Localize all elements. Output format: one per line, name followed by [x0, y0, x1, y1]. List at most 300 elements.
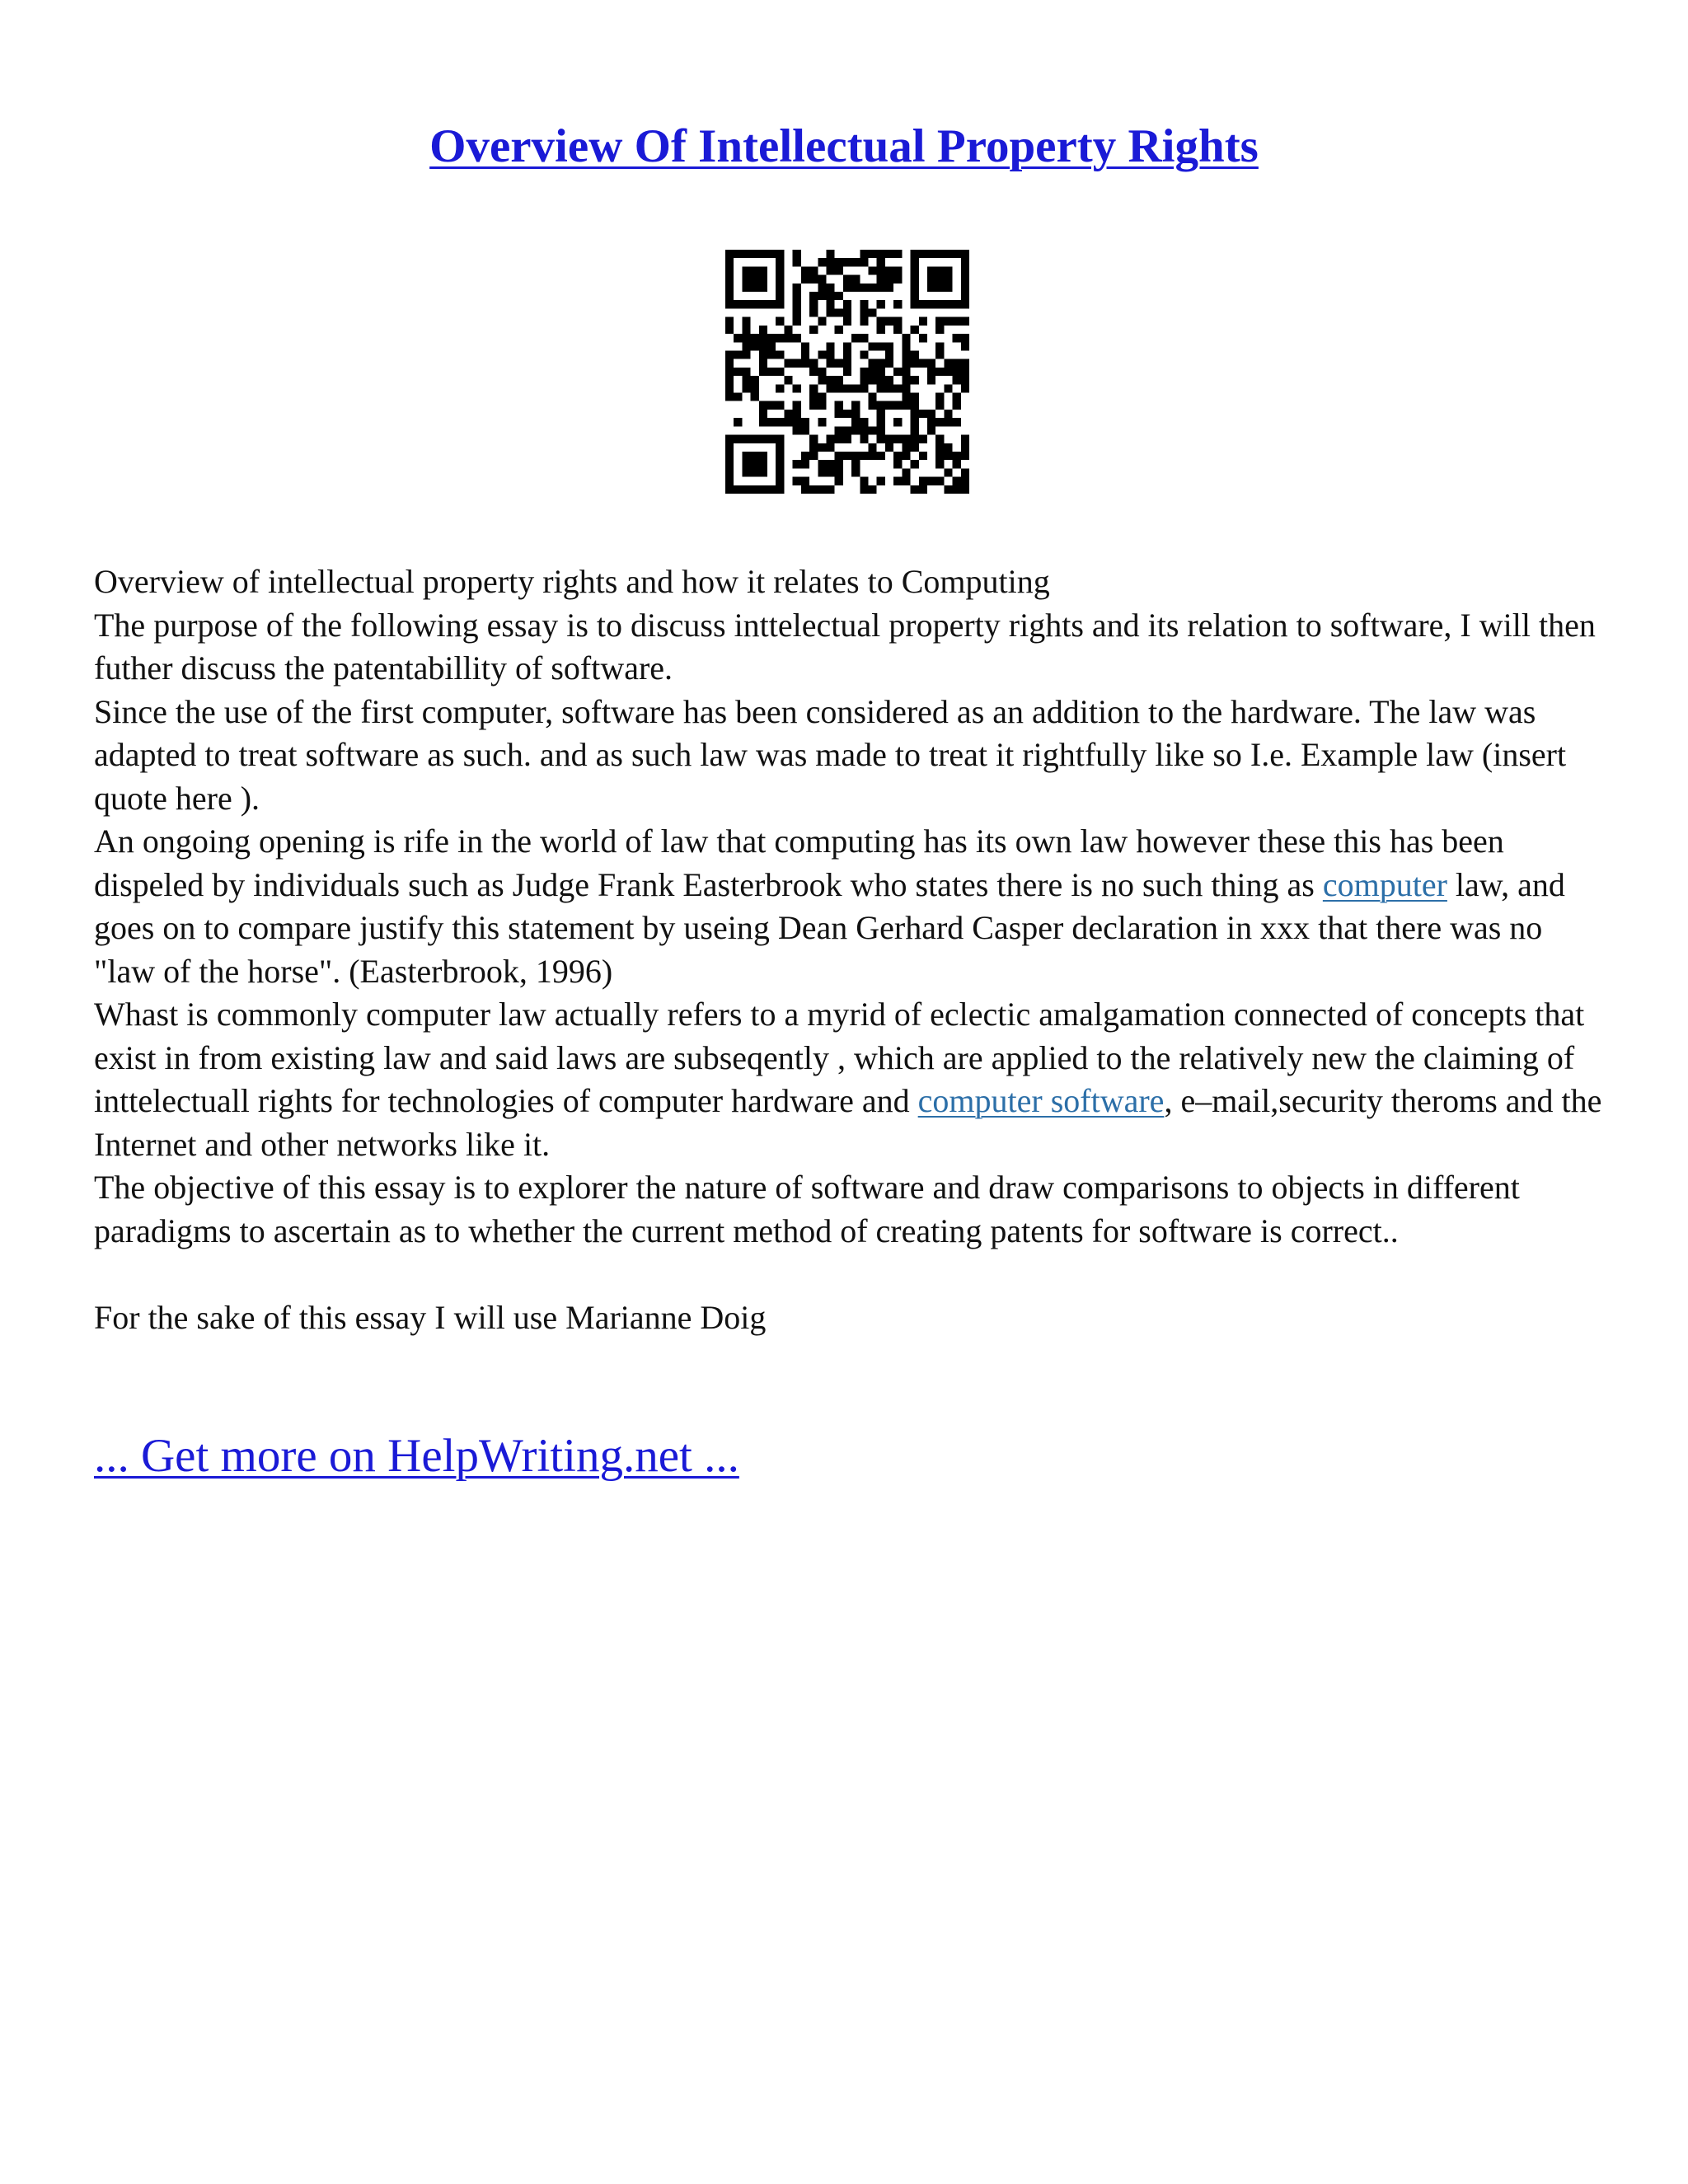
qr-module [725, 300, 734, 308]
qr-module [776, 468, 784, 476]
qr-module [927, 300, 935, 308]
qr-module [843, 342, 851, 350]
qr-module [935, 460, 944, 468]
qr-module [751, 468, 759, 476]
qr-module [835, 460, 843, 468]
qr-module [793, 418, 801, 426]
qr-module [944, 300, 952, 308]
qr-module [860, 258, 868, 266]
qr-module [759, 275, 767, 284]
qr-module [893, 275, 902, 284]
qr-module [860, 376, 868, 384]
qr-module [843, 410, 851, 418]
qr-module [835, 384, 843, 392]
qr-module [885, 350, 893, 359]
qr-module [927, 359, 935, 368]
qr-module [961, 258, 969, 266]
qr-module [767, 368, 776, 376]
get-more-link[interactable]: ... Get more on HelpWriting.net ... [94, 1430, 739, 1482]
qr-module [877, 477, 885, 485]
qr-module [793, 317, 801, 326]
qr-module [902, 359, 910, 368]
qr-module [851, 384, 860, 392]
qr-module [809, 266, 818, 274]
qr-module [944, 485, 952, 494]
qr-module [801, 460, 809, 468]
qr-module [809, 292, 818, 300]
qr-module [784, 418, 792, 426]
qr-module [725, 292, 734, 300]
qr-module [911, 292, 919, 300]
qr-module [893, 460, 902, 468]
qr-module [911, 426, 919, 434]
qr-module [759, 350, 767, 359]
title-link[interactable]: Overview Of Intellectual Property Rights [429, 120, 1259, 172]
qr-module [776, 300, 784, 308]
essay-paragraph: Since the use of the first computer, software has been considered as an addition to the hardware. The law was adapted to treat software as such. and as such law was made to treat it rightfully like so I.e. Example law (insert quote here ). [94, 692, 1567, 817]
qr-module [843, 350, 851, 359]
qr-module [919, 359, 927, 368]
qr-module [809, 401, 818, 410]
qr-module [953, 418, 961, 426]
qr-module [818, 258, 826, 266]
qr-module [818, 275, 826, 284]
qr-module [742, 300, 750, 308]
qr-module [927, 275, 935, 284]
essay-paragraph: The objective of this essay is to explorer the nature of software and draw comparisons to objects in different paradigms to ascertain as to whether the current method of creating patents for software is correct.. [94, 1169, 1520, 1249]
qr-module [961, 275, 969, 284]
qr-module [793, 300, 801, 308]
qr-module [885, 401, 893, 410]
qr-module [860, 334, 868, 342]
qr-module [877, 401, 885, 410]
qr-module [911, 435, 919, 443]
qr-module [902, 435, 910, 443]
qr-module [809, 326, 818, 334]
qr-module [835, 452, 843, 460]
qr-module [776, 284, 784, 292]
qr-module [911, 300, 919, 308]
qr-module [725, 452, 734, 460]
page-title [0, 114, 1688, 180]
qr-module [759, 342, 767, 350]
qr-module [869, 393, 877, 401]
qr-module [801, 477, 809, 485]
qr-module [818, 418, 826, 426]
qr-module [809, 384, 818, 392]
qr-module [911, 376, 919, 384]
qr-module [869, 485, 877, 494]
qr-module [877, 426, 885, 434]
qr-module [801, 342, 809, 350]
qr-module [860, 308, 868, 316]
qr-module [751, 284, 759, 292]
qr-module [725, 393, 734, 401]
qr-module [776, 317, 784, 326]
qr-module [927, 266, 935, 274]
qr-module [902, 468, 910, 476]
qr-module [776, 477, 784, 485]
qr-module [877, 342, 885, 350]
qr-module [877, 376, 885, 384]
qr-module [801, 350, 809, 359]
qr-module [776, 368, 784, 376]
qr-module [893, 452, 902, 460]
qr-module [767, 485, 776, 494]
qr-module [860, 284, 868, 292]
qr-module [869, 308, 877, 316]
qr-module [742, 368, 750, 376]
qr-module [742, 460, 750, 468]
qr-module [826, 359, 834, 368]
qr-module [826, 292, 834, 300]
qr-module [911, 266, 919, 274]
qr-module [759, 250, 767, 258]
qr-module [869, 426, 877, 434]
qr-module [793, 284, 801, 292]
qr-module [935, 342, 944, 350]
qr-module [944, 384, 952, 392]
qr-module [776, 401, 784, 410]
qr-module [860, 452, 868, 460]
qr-module [725, 435, 734, 443]
qr-module [734, 250, 742, 258]
qr-module [835, 477, 843, 485]
qr-module [851, 334, 860, 342]
qr-module [809, 308, 818, 316]
qr-module [835, 266, 843, 274]
qr-module [935, 350, 944, 359]
qr-module [776, 334, 784, 342]
qr-module [725, 477, 734, 485]
qr-module [835, 410, 843, 418]
paragraph-spacer [94, 1253, 1602, 1296]
paragraph-text: Whast is commonly computer law actually refers to a myrid of eclectic amalgamation connected of concepts that exist in from existing law and said laws are subseqently , which are applied to the relatively new the claiming of inttelectuall rights for technologies of computer hardware and [94, 996, 1585, 1119]
qr-module [902, 477, 910, 485]
qr-module [809, 443, 818, 452]
qr-module [860, 384, 868, 392]
qr-module [893, 477, 902, 485]
qr-module [801, 426, 809, 434]
qr-module [885, 376, 893, 384]
paragraph-text: law, and goes on to compare justify this statement by useing Dean Gerhard Casper declaration in xxx that there was no "law of the horse". (Easterbrook, 1996) [94, 865, 1565, 990]
qr-module [776, 350, 784, 359]
qr-module [826, 342, 834, 350]
qr-module [885, 435, 893, 443]
qr-module [759, 368, 767, 376]
qr-module [860, 368, 868, 376]
paragraph-text: , e–mail,security theroms and the Internet and other networks like it. [94, 1082, 1602, 1163]
qr-module [893, 401, 902, 410]
qr-module [793, 308, 801, 316]
qr-module [919, 334, 927, 342]
qr-module [826, 468, 834, 476]
qr-module [935, 300, 944, 308]
qr-module [953, 334, 961, 342]
qr-module [843, 435, 851, 443]
qr-module [751, 460, 759, 468]
qr-module [835, 468, 843, 476]
qr-module [893, 317, 902, 326]
qr-module [911, 258, 919, 266]
qr-module [835, 426, 843, 434]
qr-module [877, 418, 885, 426]
qr-module [843, 426, 851, 434]
qr-module [877, 435, 885, 443]
qr-module [776, 250, 784, 258]
qr-module [944, 368, 952, 376]
qr-module [767, 401, 776, 410]
qr-module [784, 410, 792, 418]
qr-module [877, 384, 885, 392]
qr-module [818, 376, 826, 384]
qr-module [818, 317, 826, 326]
qr-module [869, 284, 877, 292]
qr-module [919, 250, 927, 258]
qr-module [935, 443, 944, 452]
qr-module [801, 275, 809, 284]
qr-module [843, 308, 851, 316]
qr-module [953, 300, 961, 308]
qr-module [776, 275, 784, 284]
qr-module [835, 401, 843, 410]
qr-module [835, 258, 843, 266]
qr-module [742, 326, 750, 334]
qr-module [961, 485, 969, 494]
qr-module [869, 359, 877, 368]
qr-module [911, 443, 919, 452]
qr-module [935, 477, 944, 485]
qr-module [860, 426, 868, 434]
qr-module [877, 410, 885, 418]
qr-module [893, 384, 902, 392]
qr-module [877, 284, 885, 292]
qr-module [911, 250, 919, 258]
qr-module [953, 485, 961, 494]
computer-software-link[interactable]: computer software [917, 1082, 1165, 1119]
qr-module [877, 258, 885, 266]
qr-module [793, 410, 801, 418]
qr-module [893, 250, 902, 258]
qr-module [860, 485, 868, 494]
qr-module [927, 410, 935, 418]
qr-module [877, 300, 885, 308]
qr-module [826, 376, 834, 384]
qr-module [742, 266, 750, 274]
qr-module [919, 485, 927, 494]
qr-module [885, 284, 893, 292]
qr-module [851, 460, 860, 468]
qr-module [851, 452, 860, 460]
qr-module [751, 376, 759, 384]
qr-module [759, 266, 767, 274]
qr-module [911, 359, 919, 368]
qr-module [911, 410, 919, 418]
qr-module [911, 393, 919, 401]
qr-module [818, 485, 826, 494]
qr-module [869, 250, 877, 258]
qr-module [725, 284, 734, 292]
qr-module [961, 334, 969, 342]
qr-module [826, 443, 834, 452]
qr-module [725, 485, 734, 494]
qr-module [944, 443, 952, 452]
qr-module [776, 452, 784, 460]
qr-module [944, 468, 952, 476]
qr-module [809, 368, 818, 376]
qr-module [935, 317, 944, 326]
qr-module [851, 401, 860, 410]
qr-module [877, 250, 885, 258]
qr-module [927, 250, 935, 258]
qr-module [801, 418, 809, 426]
qr-module [919, 300, 927, 308]
qr-module [961, 468, 969, 476]
qr-module [809, 275, 818, 284]
qr-module [725, 250, 734, 258]
qr-module [742, 452, 750, 460]
qr-module [843, 258, 851, 266]
qr-module [843, 317, 851, 326]
qr-module [893, 326, 902, 334]
qr-module [734, 435, 742, 443]
qr-module [725, 258, 734, 266]
qr-module [869, 368, 877, 376]
qr-module [851, 426, 860, 434]
qr-module [961, 443, 969, 452]
qr-module [843, 368, 851, 376]
qr-module [935, 284, 944, 292]
qr-module [843, 384, 851, 392]
qr-module [751, 250, 759, 258]
qr-module [843, 452, 851, 460]
qr-module [902, 384, 910, 392]
qr-module [725, 317, 734, 326]
qr-module [751, 485, 759, 494]
qr-module [725, 384, 734, 392]
qr-module [877, 317, 885, 326]
qr-module [809, 485, 818, 494]
qr-module [851, 275, 860, 284]
qr-module [860, 435, 868, 443]
qr-module [801, 266, 809, 274]
qr-module [725, 468, 734, 476]
qr-module [801, 485, 809, 494]
qr-module [860, 317, 868, 326]
qr-module [818, 292, 826, 300]
qr-module [759, 300, 767, 308]
qr-module [877, 452, 885, 460]
qr-module [742, 376, 750, 384]
qr-module [776, 443, 784, 452]
qr-module [784, 326, 792, 334]
qr-module [869, 266, 877, 274]
qr-module [809, 300, 818, 308]
qr-module [767, 435, 776, 443]
qr-module [759, 485, 767, 494]
qr-module [927, 376, 935, 384]
qr-module [961, 342, 969, 350]
qr-module [902, 376, 910, 384]
qr-module [776, 460, 784, 468]
qr-module [793, 477, 801, 485]
qr-module [759, 468, 767, 476]
qr-module [809, 452, 818, 460]
qr-module [851, 418, 860, 426]
qr-module [751, 300, 759, 308]
qr-module [759, 334, 767, 342]
qr-code-icon [725, 250, 969, 494]
qr-module [734, 334, 742, 342]
qr-module [935, 401, 944, 410]
qr-module [902, 368, 910, 376]
qr-module [935, 452, 944, 460]
qr-module [776, 258, 784, 266]
qr-module [742, 435, 750, 443]
qr-module [961, 300, 969, 308]
qr-module [835, 326, 843, 334]
qr-module [826, 266, 834, 274]
qr-module [902, 401, 910, 410]
qr-module [919, 477, 927, 485]
qr-module [725, 443, 734, 452]
qr-module [902, 452, 910, 460]
qr-module [885, 359, 893, 368]
qr-module [902, 443, 910, 452]
cta-container [94, 1427, 739, 1485]
qr-module [885, 384, 893, 392]
qr-code-modules [725, 250, 969, 494]
qr-module [793, 250, 801, 258]
qr-module [944, 266, 952, 274]
qr-module [742, 334, 750, 342]
qr-module [818, 460, 826, 468]
qr-module [953, 368, 961, 376]
qr-module [860, 350, 868, 359]
qr-module [793, 460, 801, 468]
qr-module [885, 443, 893, 452]
qr-module [869, 443, 877, 452]
qr-module [767, 342, 776, 350]
qr-module [961, 477, 969, 485]
qr-module [809, 359, 818, 368]
qr-module [919, 410, 927, 418]
qr-module [911, 326, 919, 334]
qr-module [751, 266, 759, 274]
qr-module [860, 300, 868, 308]
qr-module [725, 266, 734, 274]
qr-module [911, 284, 919, 292]
qr-module [734, 368, 742, 376]
qr-module [826, 308, 834, 316]
qr-module [935, 435, 944, 443]
paragraph-text: An ongoing opening is rife in the world of law that computing has its own law however these this has been dispeled by individuals such as Judge Frank Easterbrook who states there is no such thing as [94, 823, 1504, 903]
qr-module [818, 393, 826, 401]
qr-module [742, 284, 750, 292]
qr-module [759, 460, 767, 468]
qr-module [953, 452, 961, 460]
qr-module [767, 300, 776, 308]
qr-module [826, 284, 834, 292]
qr-module [902, 342, 910, 350]
qr-module [742, 250, 750, 258]
computer-link[interactable]: computer [1322, 865, 1447, 903]
qr-module [793, 426, 801, 434]
qr-module [826, 250, 834, 258]
qr-module [953, 359, 961, 368]
qr-module [725, 326, 734, 334]
qr-module [893, 418, 902, 426]
